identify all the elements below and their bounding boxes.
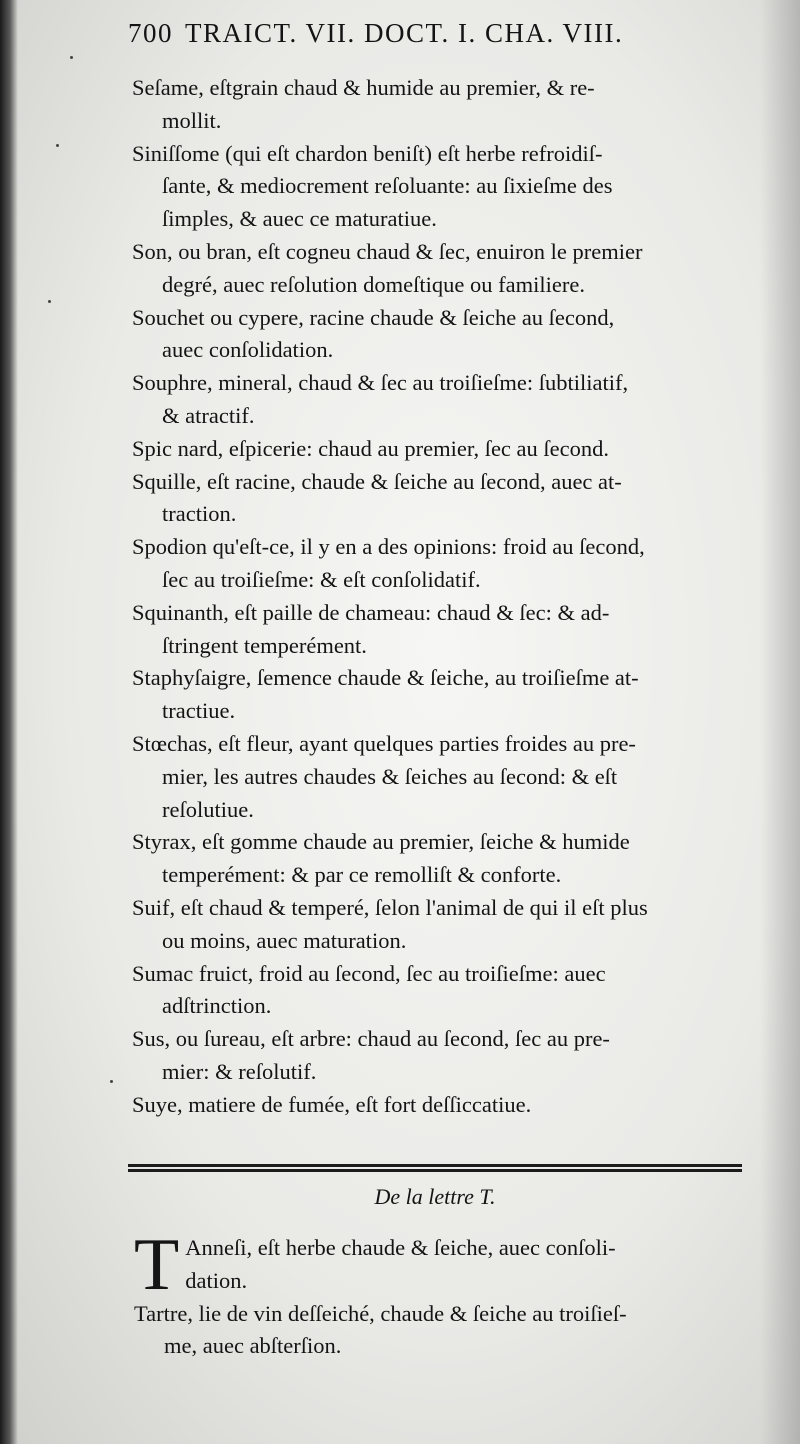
entry-line: degré, auec reſolution domeſtique ou familiere.	[162, 271, 585, 297]
entry-line: & atractif.	[162, 402, 255, 428]
entry-line: Tartre, lie de vin deſſeiché, chaude & ſeiche au troiſieſ-	[134, 1300, 627, 1326]
entry-line: adſtrinction.	[162, 993, 272, 1019]
entry-line: Souchet ou cypere, racine chaude & ſeiche au ſecond,	[132, 304, 615, 330]
entry-tannesi	[134, 1224, 742, 1306]
entry-line: dation.	[185, 1267, 248, 1293]
entry-line: Spic nard, eſpicerie: chaud au premier, ſec au ſecond.	[132, 435, 610, 461]
dictionary-entry	[132, 1023, 740, 1089]
entry-line: ſante, & mediocrement reſoluante: au ſixieſme des	[162, 173, 613, 199]
running-header	[128, 18, 738, 49]
dictionary-entry	[132, 72, 740, 138]
entry-line: Souphre, mineral, chaud & ſec au troiſieſme: ſubtiliatif,	[132, 370, 629, 396]
dictionary-entry	[132, 302, 740, 368]
section-divider	[128, 1164, 742, 1171]
entry-line: mollit.	[162, 107, 222, 133]
entry-line: Sus, ou ſureau, eſt arbre: chaud au ſecond, ſec au pre-	[132, 1026, 610, 1052]
entry-line: Squinanth, eſt paille de chameau: chaud & ſec: & ad-	[132, 599, 610, 625]
entry-line: Styrax, eſt gomme chaude au premier, ſeiche & humide	[132, 829, 630, 855]
dictionary-entry	[132, 892, 740, 958]
entry-line: Suif, eſt chaud & temperé, ſelon l'animal de qui il eſt plus	[132, 894, 648, 920]
entry-line: ſec au troiſieſme: & eſt conſolidatif.	[162, 566, 481, 592]
dictionary-entry	[132, 662, 740, 728]
dictionary-entry	[132, 138, 740, 236]
entry-line: Suye, matiere de fumée, eſt fort deſſiccatiue.	[132, 1091, 532, 1117]
dictionary-entry	[132, 236, 740, 302]
running-title: TRAICT. VII. DOCT. I. CHA. VIII.	[185, 18, 624, 48]
dictionary-entry	[132, 1089, 740, 1122]
entry-line: Sumac fruict, froid au ſecond, ſec au troiſieſme: auec	[132, 960, 606, 986]
entry-tartre	[134, 1298, 742, 1364]
entry-line: Squille, eſt racine, chaude & ſeiche au ſecond, auec at-	[132, 468, 622, 494]
entry-line: mier, les autres chaudes & ſeiches au ſecond: & eſt	[162, 763, 618, 789]
entry-line: Spodion qu'eſt-ce, il y en a des opinions: froid au ſecond,	[132, 534, 645, 560]
entry-line: Staphyſaigre, ſemence chaude & ſeiche, au troiſieſme at-	[132, 665, 639, 691]
ink-speck	[70, 56, 73, 59]
entry-line: Stœchas, eſt fleur, ayant quelques parties froides au pre-	[132, 730, 636, 756]
dictionary-entry	[132, 958, 740, 1024]
entry-line: Seſame, eſtgrain chaud & humide au premier, & re-	[132, 75, 595, 100]
ink-speck	[56, 144, 59, 147]
entry-line: auec conſolidation.	[162, 337, 334, 363]
page-number: 700	[128, 18, 173, 48]
entry-list	[132, 72, 740, 1122]
entry-line: me, auec abſterſion.	[164, 1333, 342, 1359]
dictionary-entry	[132, 367, 740, 433]
dictionary-entry	[132, 597, 740, 663]
entry-line: ou moins, auec maturation.	[162, 927, 407, 953]
ink-speck	[110, 1080, 113, 1083]
binding-gutter	[0, 0, 18, 1444]
entry-line: ſtringent temperément.	[162, 632, 367, 658]
dictionary-entry	[132, 433, 740, 466]
dictionary-entry	[132, 826, 740, 892]
entry-line: Anneſi, eſt herbe chaude & ſeiche, auec conſoli-	[185, 1235, 616, 1260]
dictionary-entry	[132, 466, 740, 532]
entry-line: mier: & reſolutif.	[162, 1058, 317, 1084]
entry-line: Siniſſome (qui eſt chardon beniſt) eſt herbe refroidiſ-	[132, 140, 603, 166]
section-title: De la lettre T.	[374, 1184, 496, 1209]
entry-line: tractiue.	[162, 698, 236, 724]
dictionary-entry	[132, 531, 740, 597]
entry-line: Son, ou bran, eſt cogneu chaud & ſec, enuiron le premier	[132, 238, 643, 264]
drop-cap: T	[134, 1224, 180, 1306]
entry-line: traction.	[162, 501, 237, 527]
dictionary-entry	[132, 728, 740, 826]
entry-line: reſolutiue.	[162, 796, 254, 822]
page-edge-shadow	[760, 0, 800, 1444]
t-entry-list	[134, 1224, 742, 1363]
ink-speck	[48, 300, 51, 303]
entry-line: temperément: & par ce remolliſt & conforte.	[162, 862, 562, 888]
entry-line: ſimples, & auec ce maturatiue.	[162, 206, 437, 232]
